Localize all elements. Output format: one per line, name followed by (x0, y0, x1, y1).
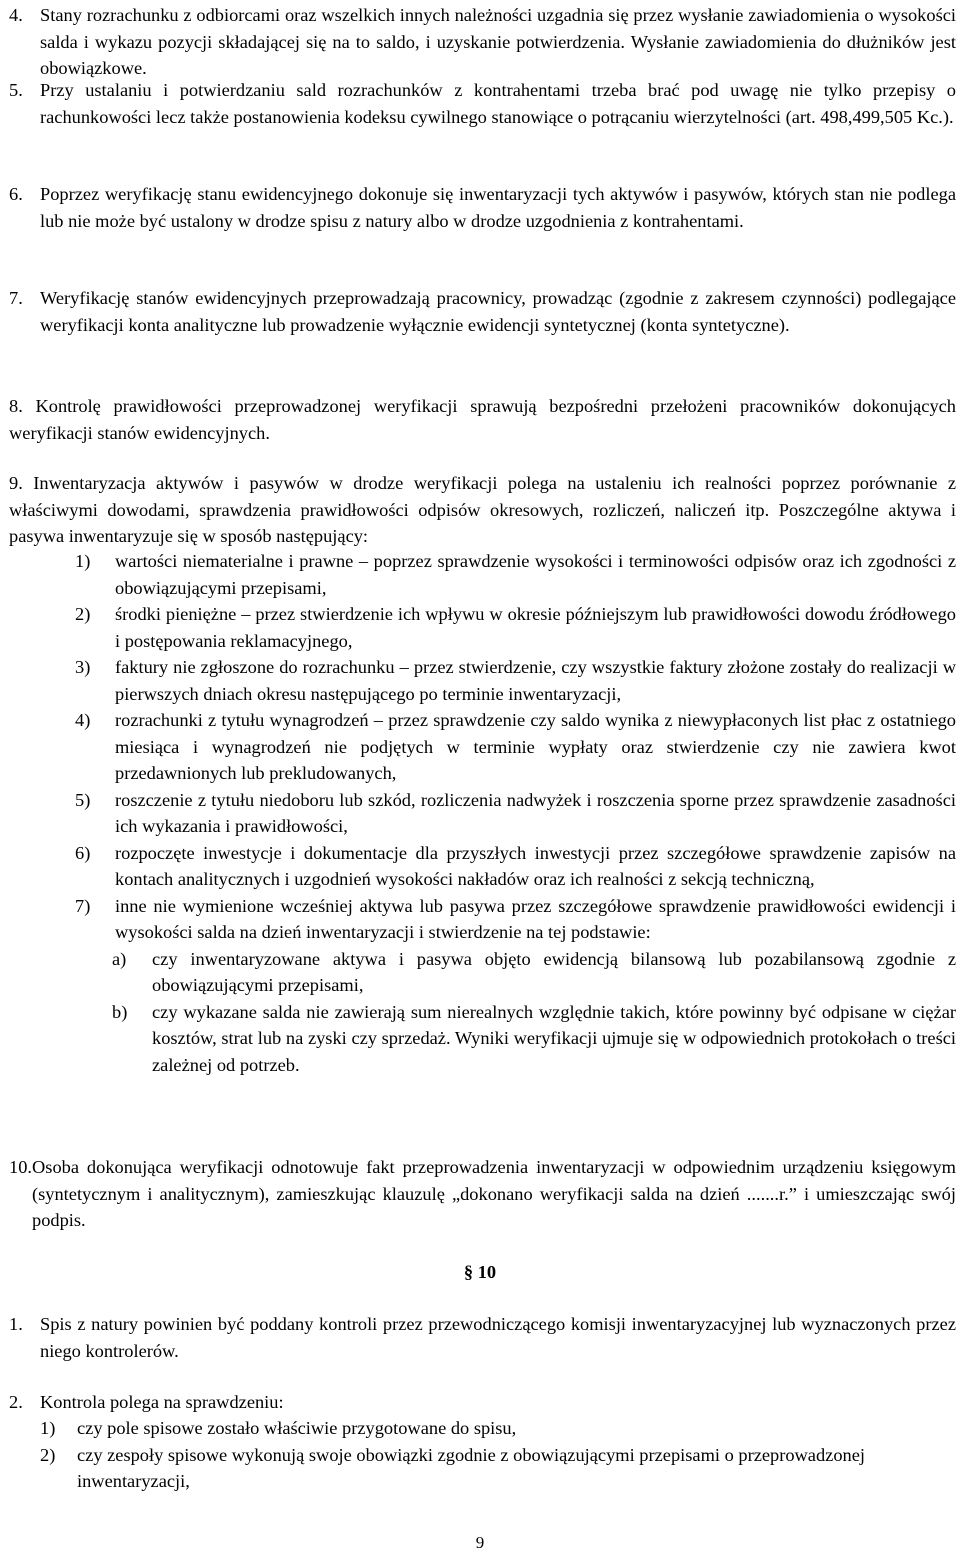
section-paragraph-1: Spis z natury powinien być poddany kontroli przez przewodniczącego komisji inwentaryzacyjnej lub wyznaczonych przez niego kontrolerów. (40, 1314, 956, 1361)
list-item (40, 601, 956, 654)
list-item-text: czy zespoły spisowe wykonują swoje obowiązki zgodnie z obowiązującymi przepisami o przeprowadzonej inwentaryzacji, (77, 1444, 865, 1491)
item-number: 10. (9, 1157, 32, 1177)
item-number: 7. (9, 288, 23, 308)
item-number: 2. (9, 1392, 23, 1412)
item-number: 1. (9, 1314, 23, 1334)
section-heading: § 10 (463, 1262, 497, 1282)
sub-list-item-text: czy wykazane salda nie zawierają sum nierealnych względnie takich, które powinny być odpisane w ciężar kosztów, strat lub na zyski czy sprzedaż. Wyniki weryfikacji ujmuje się w odpowiednich protokołach o treści zależnej od potrzeb. (152, 1001, 956, 1075)
sub-list-item-letter: a) (112, 948, 127, 969)
paragraph-6: Poprzez weryfikację stanu ewidencyjnego dokonuje się inwentaryzacji tych aktywów i pasywów, których stan nie podlega lub nie może być ustalony w drodze spisu z natury albo w drodze uzgodnienia z kontrahentami. (40, 184, 956, 231)
list-item-number: 7) (75, 895, 91, 916)
list-item-text: faktury nie zgłoszone do rozrachunku – przez stwierdzenie, czy wszystkie faktury złożone zostały do realizacji w pierwszych dniach okresu następującego po terminie inwentaryzacji, (115, 657, 956, 704)
sub-list-item-letter: b) (112, 1001, 128, 1022)
list-item-number: 5) (75, 789, 91, 810)
section-paragraph-2: Kontrola polega na sprawdzeniu: (40, 1392, 284, 1412)
item-number: 5. (9, 80, 23, 100)
paragraph-4: Stany rozrachunku z odbiorcami oraz wszelkich innych należności uzgadnia się przez wysłanie zawiadomienia o wysokości salda i wykazu pozycji składającej się na to saldo, i uzyskanie potwierdzenia. Wysłanie zawiadomienia do dłużników jest obowiązkowe. (40, 5, 956, 78)
item-number: 6. (9, 184, 23, 204)
list-item (40, 893, 956, 946)
verification-list (40, 548, 956, 1078)
list-item-number: 3) (75, 657, 91, 677)
list-item (40, 707, 956, 787)
list-item-text: czy pole spisowe zostało właściwie przygotowane do spisu, (77, 1418, 517, 1438)
paragraph-9: 9. Inwentaryzacja aktywów i pasywów w drodze weryfikacji polega na ustaleniu ich realności poprzez porównanie z właściwymi dowodami, sprawdzenia prawidłowości odpisów okresowych, rozliczeń, naliczeń itp. Poszczególne aktywa i pasywa inwentaryzuje się w sposób następujący: (9, 473, 956, 546)
list-item-number: 4) (75, 710, 91, 730)
list-item (40, 548, 956, 601)
list-item-text: rozpoczęte inwestycje i dokumentacje dla przyszłych inwestycji przez szczegółowe sprawdzenie zapisów na kontach analitycznych i uzgodnień wysokości nakładów oraz ich realności z sekcją techniczną, (115, 842, 956, 889)
list-item-number: 6) (75, 842, 91, 863)
list-item-text: inne nie wymienione wcześniej aktywa lub pasywa przez szczegółowe sprawdzenie prawidłowości ewidencji i wysokości salda na dzień inwentaryzacji i stwierdzenie na tej podstawie: (115, 895, 956, 942)
paragraph-5: Przy ustalaniu i potwierdzaniu sald rozrachunków z kontrahentami trzeba brać pod uwagę nie tylko przepisy o rachunkowości lecz także postanowienia kodeksu cywilnego stanowiące o potrącaniu wierzytelności (art. 498,499,505 Kc.). (40, 80, 956, 127)
sub-list-item-text: czy inwentaryzowane aktywa i pasywa objęto ewidencją bilansową lub pozabilansową zgodnie z obowiązującymi przepisami, (152, 948, 956, 995)
list-item-text: wartości niematerialne i prawne – poprzez sprawdzenie wysokości i terminowości odpisów oraz ich zgodności z obowiązującymi przepisami, (115, 551, 956, 598)
sub-list-item (40, 946, 956, 999)
list-item (40, 1442, 956, 1495)
list-item (40, 1415, 956, 1442)
list-item-number: 1) (40, 1418, 56, 1438)
paragraph-10: Osoba dokonująca weryfikacji odnotowuje fakt przeprowadzenia inwentaryzacji w odpowiednim urządzeniu księgowym (syntetycznym i analitycznym), zamieszkując klauzulę „dokonano weryfikacji salda na dzień .......r.” i umieszczając swój podpis. (32, 1157, 956, 1230)
list-item-number: 2) (75, 604, 91, 624)
list-item-text: roszczenie z tytułu niedoboru lub szkód, rozliczenia nadwyżek i roszczenia sporne przez sprawdzenie zasadności ich wykazania i prawidłowości, (115, 789, 956, 836)
paragraph-8: 8. Kontrolę prawidłowości przeprowadzonej weryfikacji sprawują bezpośredni przełożeni pracowników dokonujących weryfikacji stanów ewidencyjnych. (9, 396, 956, 443)
list-item (40, 787, 956, 840)
sub-list-item (40, 999, 956, 1079)
page-number: 9 (475, 1533, 485, 1552)
item-number: 4. (9, 5, 23, 25)
paragraph-7: Weryfikację stanów ewidencyjnych przeprowadzają pracownicy, prowadząc (zgodnie z zakresem czynności) podlegające weryfikacji konta analityczne lub prowadzenie wyłącznie ewidencji syntetycznej (konta syntetyczne). (40, 288, 956, 335)
list-item-text: środki pieniężne – przez stwierdzenie ich wpływu w okresie późniejszym lub prawidłowości dowodu źródłowego i postępowania reklamacyjnego, (115, 604, 956, 651)
list-item (40, 840, 956, 893)
list-item (40, 654, 956, 707)
control-list (40, 1415, 956, 1495)
list-item-number: 1) (75, 551, 91, 571)
list-item-text: rozrachunki z tytułu wynagrodzeń – przez sprawdzenie czy saldo wynika z niewypłaconych list płac z ostatniego miesiąca i wynagrodzeń nie podjętych w terminie wypłaty oraz stwierdzenie czy nie zawiera kwot przedawnionych lub prekludowanych, (115, 710, 956, 783)
list-item-number: 2) (40, 1444, 56, 1465)
